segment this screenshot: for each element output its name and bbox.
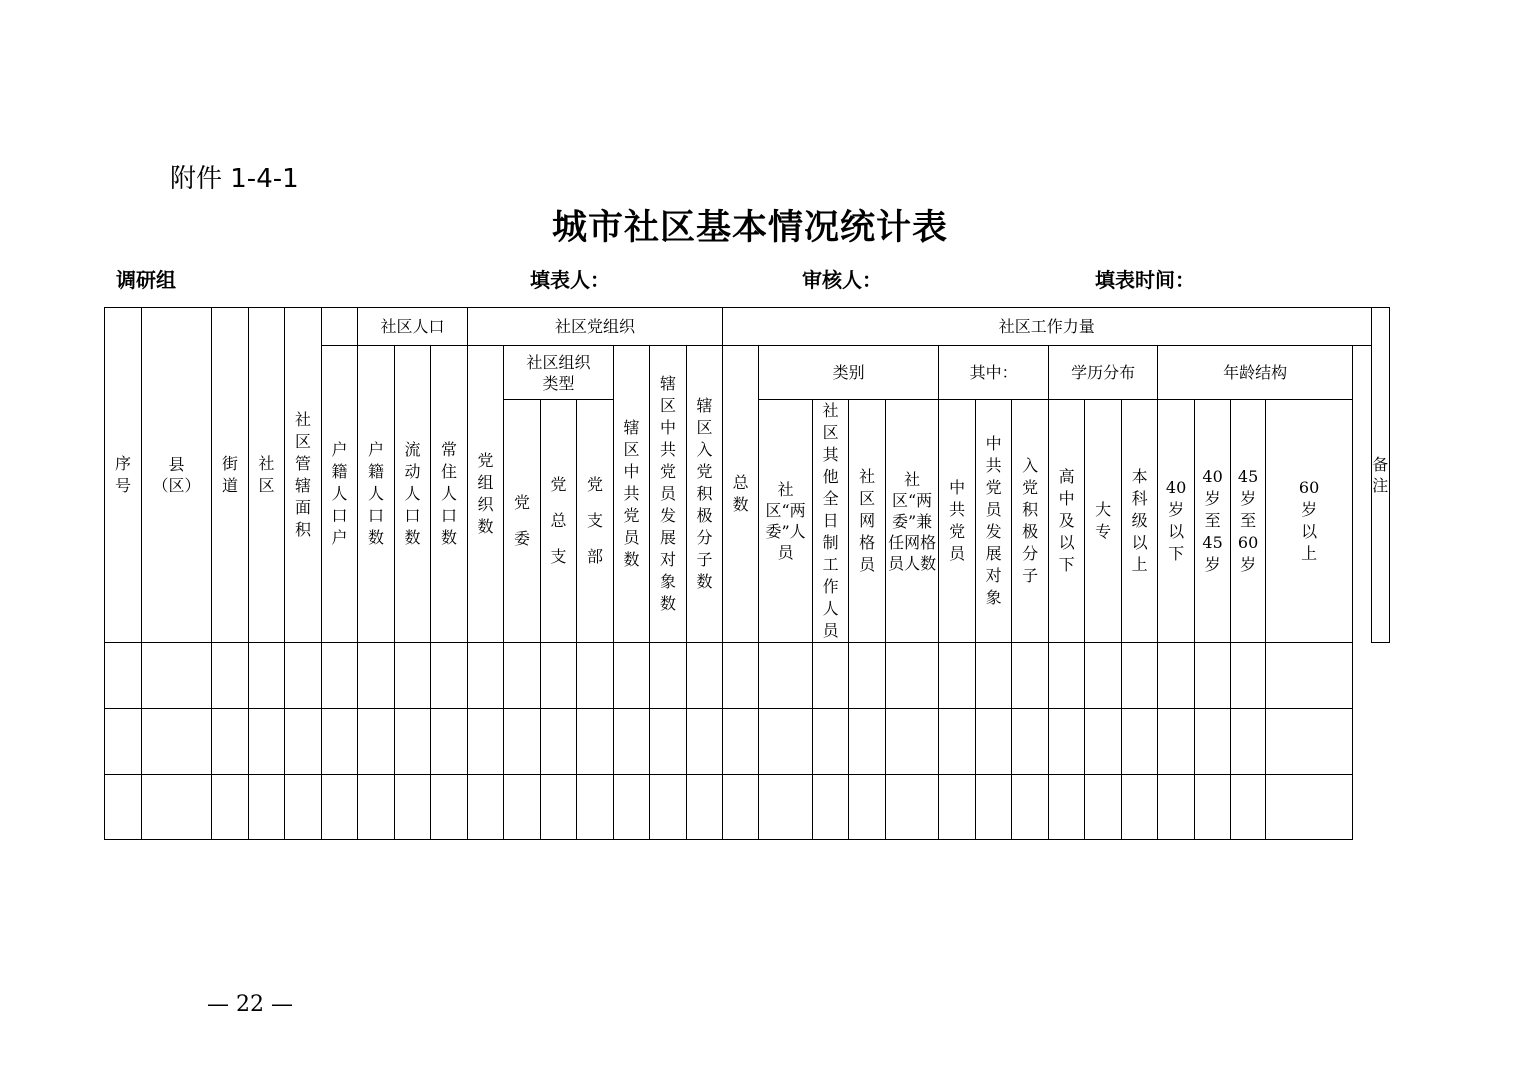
header-among-cpc: 中共党员 xyxy=(939,400,976,643)
document-title: 城市社区基本情况统计表 xyxy=(551,207,948,248)
header-org-type-group: 社区组织类型 xyxy=(504,346,614,400)
header-age-under40: 40岁以下 xyxy=(1158,400,1195,643)
attachment-label: 附件 1-4-1 xyxy=(170,164,299,194)
header-seq: 序号 xyxy=(105,308,142,643)
header-age-over60: 60岁以上 xyxy=(1266,400,1353,643)
header-edu-high: 高中及以下 xyxy=(1049,400,1085,643)
header-area: 社区管辖面积 xyxy=(285,308,322,643)
header-other-fulltime: 社区其他全日制工作人员 xyxy=(813,400,849,643)
header-party-branch: 党支部 xyxy=(577,400,614,643)
page-number: — 22 — xyxy=(207,992,293,1017)
header-age-45-60: 45岁至60岁 xyxy=(1231,400,1266,643)
header-remarks: 备注 xyxy=(1371,308,1389,643)
header-floating-pop: 流动人口数 xyxy=(395,346,431,643)
header-activists: 辖区入党积极分子数 xyxy=(687,346,723,643)
header-county: 县（区） xyxy=(142,308,212,643)
header-population-group: 社区人口 xyxy=(358,308,468,346)
header-party-committee: 党委 xyxy=(504,400,541,643)
table-row xyxy=(105,709,1390,775)
header-edu-group: 学历分布 xyxy=(1049,346,1158,400)
statistics-table xyxy=(104,307,1390,840)
header-category-group: 类别 xyxy=(759,346,939,400)
header-edu-bachelor: 本科级以上 xyxy=(1122,400,1158,643)
filler-label: 填表人： xyxy=(530,268,610,292)
header-among-dev: 中共党员发展对象 xyxy=(976,400,1012,643)
header-community: 社区 xyxy=(249,308,285,643)
header-dev-targets: 辖区中共党员发展对象数 xyxy=(650,346,687,643)
header-party-org-count: 党组织数 xyxy=(468,346,504,643)
header-among-activists: 入党积极分子 xyxy=(1012,400,1049,643)
header-total: 总数 xyxy=(723,346,759,643)
header-party-org-group: 社区党组织 xyxy=(468,308,723,346)
header-households: 户籍人口户 xyxy=(322,346,358,643)
header-blank xyxy=(322,308,358,346)
header-grid-staff: 社区网格员 xyxy=(849,400,886,643)
research-group-label: 调研组 xyxy=(116,268,176,292)
fill-time-label: 填表时间： xyxy=(1095,268,1195,292)
reviewer-label: 审核人： xyxy=(802,268,882,292)
header-two-committees: 社区“两委”人员 xyxy=(759,400,813,643)
header-concurrent-grid: 社区“两委”兼任网格员人数 xyxy=(886,400,939,643)
header-age-40-45: 40岁至45岁 xyxy=(1195,400,1231,643)
header-among-group: 其中： xyxy=(939,346,1049,400)
header-edu-college: 大专 xyxy=(1085,400,1122,643)
header-street: 街道 xyxy=(212,308,249,643)
header-workforce-group: 社区工作力量 xyxy=(723,308,1371,346)
header-resident-pop: 常住人口数 xyxy=(431,346,468,643)
header-hukou-pop: 户籍人口数 xyxy=(358,346,395,643)
table-row xyxy=(105,643,1390,709)
header-cpc-members: 辖区中共党员数 xyxy=(614,346,650,643)
header-general-branch: 党总支 xyxy=(541,400,577,643)
table-row xyxy=(105,775,1390,840)
header-age-group: 年龄结构 xyxy=(1158,346,1353,400)
